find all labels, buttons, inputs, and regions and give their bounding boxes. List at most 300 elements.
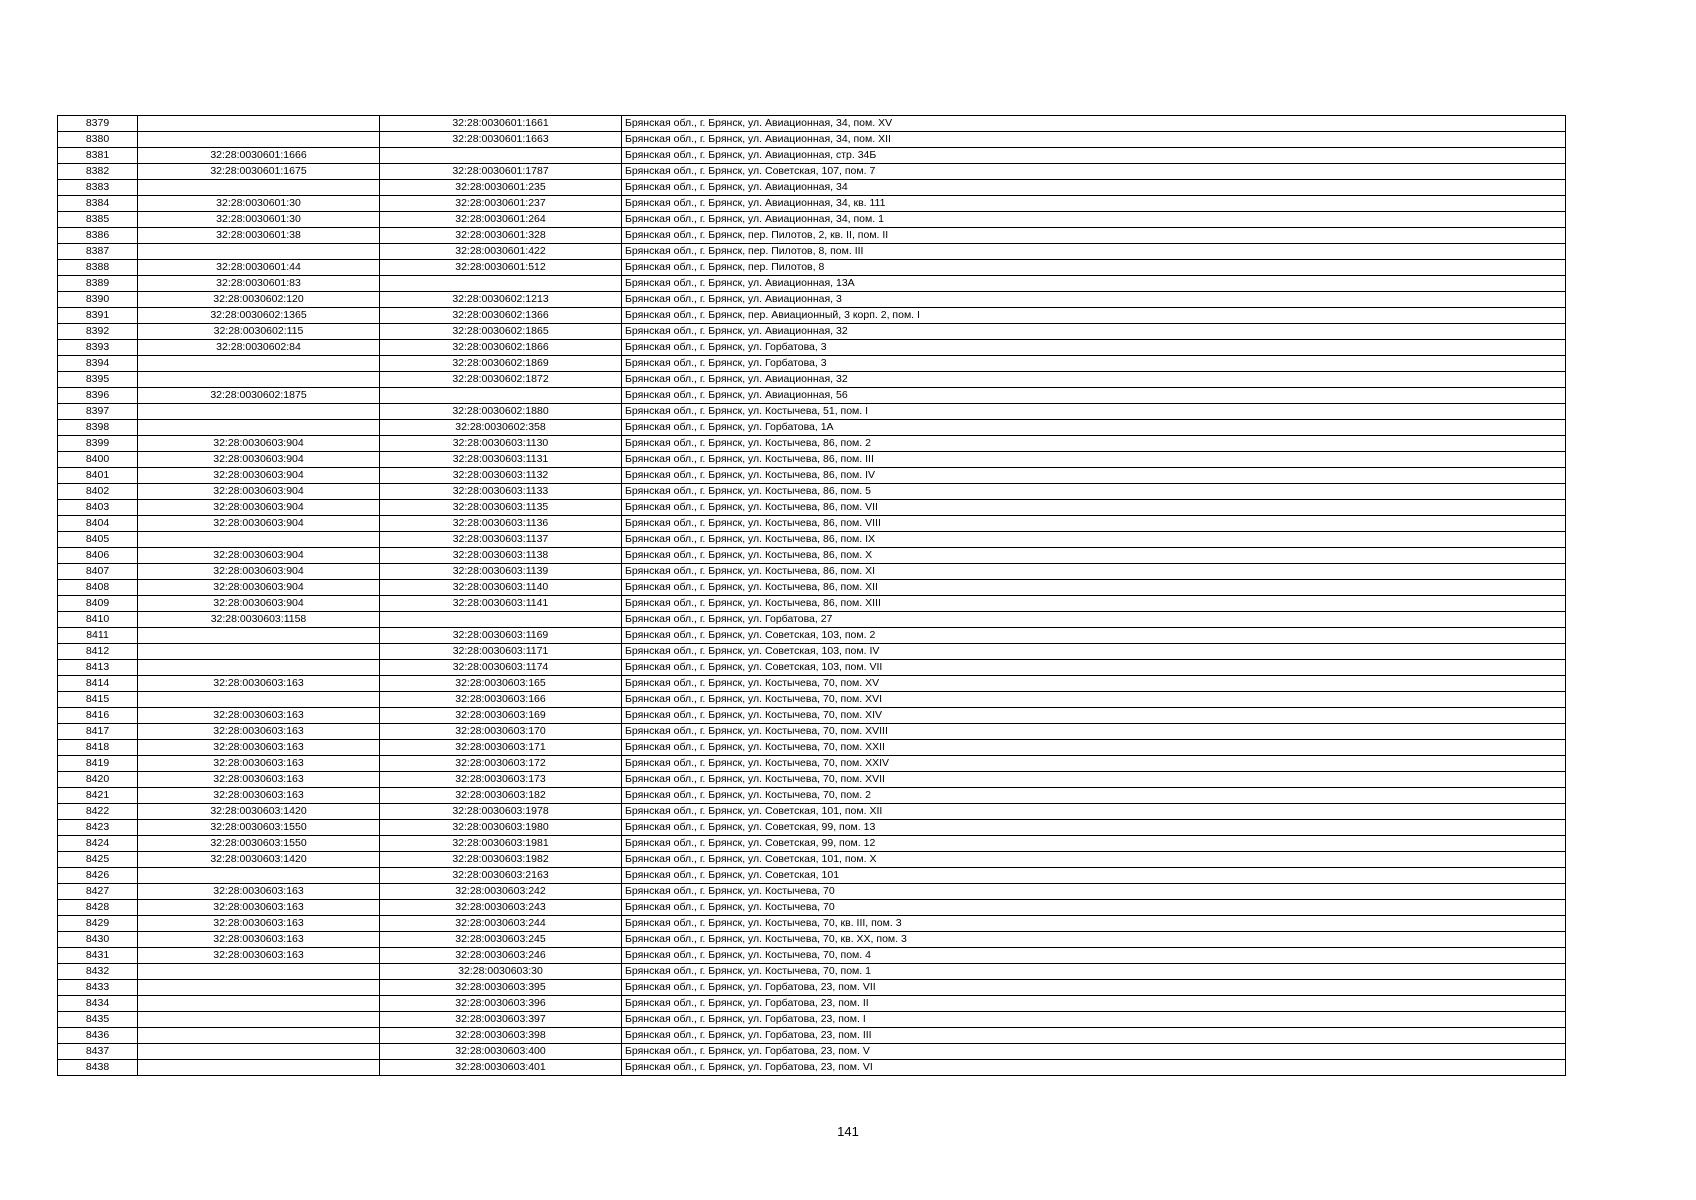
object-cadastral-cell: 32:28:0030603:398 bbox=[380, 1028, 622, 1044]
row-number-cell: 8420 bbox=[58, 772, 138, 788]
land-plot-cadastral-cell: 32:28:0030603:163 bbox=[138, 884, 380, 900]
row-number-cell: 8415 bbox=[58, 692, 138, 708]
row-number-cell: 8431 bbox=[58, 948, 138, 964]
address-cell: Брянская обл., г. Брянск, ул. Костычева, 86, пом. VIII bbox=[622, 516, 1566, 532]
land-plot-cadastral-cell: 32:28:0030603:163 bbox=[138, 916, 380, 932]
land-plot-cadastral-cell: 32:28:0030603:163 bbox=[138, 932, 380, 948]
row-number-cell: 8412 bbox=[58, 644, 138, 660]
table-row bbox=[58, 596, 1566, 612]
address-cell: Брянская обл., г. Брянск, ул. Костычева, 70 bbox=[622, 884, 1566, 900]
land-plot-cadastral-cell: 32:28:0030602:1875 bbox=[138, 388, 380, 404]
land-plot-cadastral-cell bbox=[138, 692, 380, 708]
object-cadastral-cell: 32:28:0030603:1137 bbox=[380, 532, 622, 548]
land-plot-cadastral-cell: 32:28:0030603:1420 bbox=[138, 852, 380, 868]
address-cell: Брянская обл., г. Брянск, ул. Советская, 101, пом. X bbox=[622, 852, 1566, 868]
table-row bbox=[58, 804, 1566, 820]
row-number-cell: 8425 bbox=[58, 852, 138, 868]
table-row bbox=[58, 1044, 1566, 1060]
address-cell: Брянская обл., г. Брянск, ул. Авиационная, 32 bbox=[622, 324, 1566, 340]
row-number-cell: 8388 bbox=[58, 260, 138, 276]
land-plot-cadastral-cell: 32:28:0030601:30 bbox=[138, 196, 380, 212]
object-cadastral-cell bbox=[380, 612, 622, 628]
address-cell: Брянская обл., г. Брянск, ул. Авиационная, 34, пом. XII bbox=[622, 132, 1566, 148]
object-cadastral-cell: 32:28:0030603:400 bbox=[380, 1044, 622, 1060]
land-plot-cadastral-cell: 32:28:0030603:163 bbox=[138, 788, 380, 804]
table-row bbox=[58, 228, 1566, 244]
land-plot-cadastral-cell: 32:28:0030603:904 bbox=[138, 500, 380, 516]
land-plot-cadastral-cell bbox=[138, 180, 380, 196]
address-cell: Брянская обл., г. Брянск, ул. Костычева, 70, пом. XVI bbox=[622, 692, 1566, 708]
table-row bbox=[58, 484, 1566, 500]
table-row bbox=[58, 852, 1566, 868]
object-cadastral-cell: 32:28:0030602:1213 bbox=[380, 292, 622, 308]
land-plot-cadastral-cell bbox=[138, 660, 380, 676]
address-cell: Брянская обл., г. Брянск, ул. Костычева, 86, пом. VII bbox=[622, 500, 1566, 516]
object-cadastral-cell: 32:28:0030603:1132 bbox=[380, 468, 622, 484]
address-cell: Брянская обл., г. Брянск, ул. Авиационная, 34, пом. XV bbox=[622, 116, 1566, 132]
address-cell: Брянская обл., г. Брянск, ул. Советская, 103, пом. 2 bbox=[622, 628, 1566, 644]
address-cell: Брянская обл., г. Брянск, ул. Советская, 103, пом. VII bbox=[622, 660, 1566, 676]
table-row bbox=[58, 132, 1566, 148]
object-cadastral-cell: 32:28:0030603:171 bbox=[380, 740, 622, 756]
row-number-cell: 8394 bbox=[58, 356, 138, 372]
object-cadastral-cell: 32:28:0030602:1869 bbox=[380, 356, 622, 372]
address-cell: Брянская обл., г. Брянск, ул. Костычева, 70, пом. 2 bbox=[622, 788, 1566, 804]
object-cadastral-cell: 32:28:0030601:1663 bbox=[380, 132, 622, 148]
address-cell: Брянская обл., г. Брянск, ул. Авиационная, 13А bbox=[622, 276, 1566, 292]
land-plot-cadastral-cell: 32:28:0030603:163 bbox=[138, 772, 380, 788]
address-cell: Брянская обл., г. Брянск, ул. Костычева, 51, пом. I bbox=[622, 404, 1566, 420]
row-number-cell: 8389 bbox=[58, 276, 138, 292]
table-row bbox=[58, 948, 1566, 964]
land-plot-cadastral-cell: 32:28:0030603:163 bbox=[138, 708, 380, 724]
table-row bbox=[58, 884, 1566, 900]
object-cadastral-cell: 32:28:0030603:395 bbox=[380, 980, 622, 996]
row-number-cell: 8437 bbox=[58, 1044, 138, 1060]
address-cell: Брянская обл., г. Брянск, ул. Костычева, 70, пом. XV bbox=[622, 676, 1566, 692]
row-number-cell: 8409 bbox=[58, 596, 138, 612]
address-cell: Брянская обл., г. Брянск, ул. Костычева, 70 bbox=[622, 900, 1566, 916]
land-plot-cadastral-cell: 32:28:0030603:1158 bbox=[138, 612, 380, 628]
table-row bbox=[58, 868, 1566, 884]
row-number-cell: 8424 bbox=[58, 836, 138, 852]
object-cadastral-cell: 32:28:0030603:401 bbox=[380, 1060, 622, 1076]
table-row bbox=[58, 180, 1566, 196]
address-cell: Брянская обл., г. Брянск, ул. Горбатова, 23, пом. V bbox=[622, 1044, 1566, 1060]
table-row bbox=[58, 916, 1566, 932]
land-plot-cadastral-cell bbox=[138, 868, 380, 884]
row-number-cell: 8382 bbox=[58, 164, 138, 180]
table-row bbox=[58, 996, 1566, 1012]
address-cell: Брянская обл., г. Брянск, ул. Костычева, 70, пом. XVIII bbox=[622, 724, 1566, 740]
land-plot-cadastral-cell bbox=[138, 1012, 380, 1028]
address-cell: Брянская обл., г. Брянск, пер. Пилотов, 8, пом. III bbox=[622, 244, 1566, 260]
object-cadastral-cell: 32:28:0030603:397 bbox=[380, 1012, 622, 1028]
address-cell: Брянская обл., г. Брянск, ул. Авиационная, 32 bbox=[622, 372, 1566, 388]
row-number-cell: 8429 bbox=[58, 916, 138, 932]
row-number-cell: 8399 bbox=[58, 436, 138, 452]
table-row bbox=[58, 676, 1566, 692]
address-cell: Брянская обл., г. Брянск, пер. Пилотов, 2, кв. II, пом. II bbox=[622, 228, 1566, 244]
row-number-cell: 8421 bbox=[58, 788, 138, 804]
land-plot-cadastral-cell: 32:28:0030603:904 bbox=[138, 548, 380, 564]
row-number-cell: 8385 bbox=[58, 212, 138, 228]
object-cadastral-cell: 32:28:0030601:422 bbox=[380, 244, 622, 260]
table-row bbox=[58, 452, 1566, 468]
object-cadastral-cell bbox=[380, 148, 622, 164]
table-row bbox=[58, 244, 1566, 260]
table-row bbox=[58, 436, 1566, 452]
table-row bbox=[58, 564, 1566, 580]
table-row bbox=[58, 692, 1566, 708]
table-row bbox=[58, 532, 1566, 548]
land-plot-cadastral-cell: 32:28:0030601:83 bbox=[138, 276, 380, 292]
object-cadastral-cell: 32:28:0030603:182 bbox=[380, 788, 622, 804]
object-cadastral-cell: 32:28:0030603:243 bbox=[380, 900, 622, 916]
address-cell: Брянская обл., г. Брянск, ул. Костычева, 70, кв. III, пом. 3 bbox=[622, 916, 1566, 932]
object-cadastral-cell: 32:28:0030603:1174 bbox=[380, 660, 622, 676]
land-plot-cadastral-cell: 32:28:0030603:1550 bbox=[138, 820, 380, 836]
row-number-cell: 8384 bbox=[58, 196, 138, 212]
land-plot-cadastral-cell: 32:28:0030603:904 bbox=[138, 468, 380, 484]
address-cell: Брянская обл., г. Брянск, ул. Костычева, 86, пом. IV bbox=[622, 468, 1566, 484]
object-cadastral-cell: 32:28:0030603:1171 bbox=[380, 644, 622, 660]
land-plot-cadastral-cell: 32:28:0030603:904 bbox=[138, 436, 380, 452]
object-cadastral-cell: 32:28:0030602:1865 bbox=[380, 324, 622, 340]
land-plot-cadastral-cell bbox=[138, 132, 380, 148]
address-cell: Брянская обл., г. Брянск, ул. Костычева, 86, пом. 2 bbox=[622, 436, 1566, 452]
address-cell: Брянская обл., г. Брянск, ул. Костычева, 70, пом. XXIV bbox=[622, 756, 1566, 772]
table-row bbox=[58, 308, 1566, 324]
row-number-cell: 8411 bbox=[58, 628, 138, 644]
object-cadastral-cell: 32:28:0030602:1366 bbox=[380, 308, 622, 324]
land-plot-cadastral-cell bbox=[138, 116, 380, 132]
address-cell: Брянская обл., г. Брянск, ул. Костычева, 86, пом. XI bbox=[622, 564, 1566, 580]
row-number-cell: 8406 bbox=[58, 548, 138, 564]
land-plot-cadastral-cell bbox=[138, 644, 380, 660]
address-cell: Брянская обл., г. Брянск, ул. Костычева, 70, пом. 1 bbox=[622, 964, 1566, 980]
row-number-cell: 8405 bbox=[58, 532, 138, 548]
table-row bbox=[58, 420, 1566, 436]
object-cadastral-cell: 32:28:0030602:1872 bbox=[380, 372, 622, 388]
land-plot-cadastral-cell: 32:28:0030603:904 bbox=[138, 452, 380, 468]
land-plot-cadastral-cell bbox=[138, 964, 380, 980]
address-cell: Брянская обл., г. Брянск, ул. Советская, 99, пом. 12 bbox=[622, 836, 1566, 852]
object-cadastral-cell: 32:28:0030603:1140 bbox=[380, 580, 622, 596]
object-cadastral-cell: 32:28:0030601:237 bbox=[380, 196, 622, 212]
row-number-cell: 8427 bbox=[58, 884, 138, 900]
land-plot-cadastral-cell: 32:28:0030603:904 bbox=[138, 580, 380, 596]
table-row bbox=[58, 340, 1566, 356]
object-cadastral-cell: 32:28:0030603:165 bbox=[380, 676, 622, 692]
land-plot-cadastral-cell: 32:28:0030602:84 bbox=[138, 340, 380, 356]
object-cadastral-cell: 32:28:0030603:1169 bbox=[380, 628, 622, 644]
table-row bbox=[58, 980, 1566, 996]
table-row bbox=[58, 292, 1566, 308]
land-plot-cadastral-cell bbox=[138, 980, 380, 996]
object-cadastral-cell: 32:28:0030603:1138 bbox=[380, 548, 622, 564]
table-row bbox=[58, 628, 1566, 644]
table-row bbox=[58, 372, 1566, 388]
address-cell: Брянская обл., г. Брянск, ул. Советская, 101, пом. XII bbox=[622, 804, 1566, 820]
address-cell: Брянская обл., г. Брянск, ул. Горбатова, 23, пом. II bbox=[622, 996, 1566, 1012]
land-plot-cadastral-cell: 32:28:0030603:163 bbox=[138, 948, 380, 964]
land-plot-cadastral-cell: 32:28:0030602:115 bbox=[138, 324, 380, 340]
object-cadastral-cell: 32:28:0030603:173 bbox=[380, 772, 622, 788]
table-row bbox=[58, 644, 1566, 660]
row-number-cell: 8398 bbox=[58, 420, 138, 436]
table-row bbox=[58, 660, 1566, 676]
object-cadastral-cell: 32:28:0030603:1141 bbox=[380, 596, 622, 612]
land-plot-cadastral-cell bbox=[138, 404, 380, 420]
address-cell: Брянская обл., г. Брянск, ул. Костычева, 70, кв. XX, пом. 3 bbox=[622, 932, 1566, 948]
object-cadastral-cell: 32:28:0030603:30 bbox=[380, 964, 622, 980]
object-cadastral-cell: 32:28:0030602:1880 bbox=[380, 404, 622, 420]
table-row bbox=[58, 932, 1566, 948]
land-plot-cadastral-cell: 32:28:0030603:904 bbox=[138, 564, 380, 580]
land-plot-cadastral-cell bbox=[138, 1028, 380, 1044]
address-cell: Брянская обл., г. Брянск, ул. Костычева, 70, пом. XXII bbox=[622, 740, 1566, 756]
table-row bbox=[58, 1012, 1566, 1028]
table-row bbox=[58, 260, 1566, 276]
row-number-cell: 8379 bbox=[58, 116, 138, 132]
land-plot-cadastral-cell bbox=[138, 996, 380, 1012]
object-cadastral-cell: 32:28:0030603:1130 bbox=[380, 436, 622, 452]
object-cadastral-cell bbox=[380, 388, 622, 404]
land-plot-cadastral-cell: 32:28:0030602:120 bbox=[138, 292, 380, 308]
address-cell: Брянская обл., г. Брянск, ул. Костычева, 70, пом. 4 bbox=[622, 948, 1566, 964]
address-cell: Брянская обл., г. Брянск, ул. Авиационная, 34, пом. 1 bbox=[622, 212, 1566, 228]
row-number-cell: 8417 bbox=[58, 724, 138, 740]
address-cell: Брянская обл., г. Брянск, ул. Горбатова, 23, пом. VI bbox=[622, 1060, 1566, 1076]
row-number-cell: 8400 bbox=[58, 452, 138, 468]
row-number-cell: 8403 bbox=[58, 500, 138, 516]
address-cell: Брянская обл., г. Брянск, ул. Костычева, 86, пом. IX bbox=[622, 532, 1566, 548]
table-row bbox=[58, 148, 1566, 164]
land-plot-cadastral-cell: 32:28:0030602:1365 bbox=[138, 308, 380, 324]
address-cell: Брянская обл., г. Брянск, ул. Костычева, 86, пом. XII bbox=[622, 580, 1566, 596]
address-cell: Брянская обл., г. Брянск, ул. Авиационная, 3 bbox=[622, 292, 1566, 308]
address-cell: Брянская обл., г. Брянск, пер. Авиационный, 3 корп. 2, пом. I bbox=[622, 308, 1566, 324]
object-cadastral-cell: 32:28:0030602:358 bbox=[380, 420, 622, 436]
object-cadastral-cell: 32:28:0030603:242 bbox=[380, 884, 622, 900]
table-row bbox=[58, 516, 1566, 532]
table-row bbox=[58, 1060, 1566, 1076]
object-cadastral-cell: 32:28:0030601:328 bbox=[380, 228, 622, 244]
object-cadastral-cell: 32:28:0030603:244 bbox=[380, 916, 622, 932]
row-number-cell: 8401 bbox=[58, 468, 138, 484]
row-number-cell: 8413 bbox=[58, 660, 138, 676]
address-cell: Брянская обл., г. Брянск, ул. Костычева, 86, пом. III bbox=[622, 452, 1566, 468]
table-row bbox=[58, 964, 1566, 980]
row-number-cell: 8426 bbox=[58, 868, 138, 884]
object-cadastral-cell: 32:28:0030603:396 bbox=[380, 996, 622, 1012]
table-row bbox=[58, 580, 1566, 596]
row-number-cell: 8407 bbox=[58, 564, 138, 580]
address-cell: Брянская обл., г. Брянск, ул. Костычева, 86, пом. 5 bbox=[622, 484, 1566, 500]
object-cadastral-cell: 32:28:0030603:170 bbox=[380, 724, 622, 740]
object-cadastral-cell: 32:28:0030601:235 bbox=[380, 180, 622, 196]
address-cell: Брянская обл., г. Брянск, ул. Авиационная, 34 bbox=[622, 180, 1566, 196]
land-plot-cadastral-cell: 32:28:0030603:904 bbox=[138, 484, 380, 500]
address-cell: Брянская обл., г. Брянск, ул. Горбатова, 23, пом. III bbox=[622, 1028, 1566, 1044]
row-number-cell: 8430 bbox=[58, 932, 138, 948]
table-row bbox=[58, 324, 1566, 340]
land-plot-cadastral-cell: 32:28:0030603:163 bbox=[138, 724, 380, 740]
land-plot-cadastral-cell: 32:28:0030603:163 bbox=[138, 900, 380, 916]
address-cell: Брянская обл., г. Брянск, пер. Пилотов, 8 bbox=[622, 260, 1566, 276]
row-number-cell: 8396 bbox=[58, 388, 138, 404]
land-plot-cadastral-cell: 32:28:0030601:1666 bbox=[138, 148, 380, 164]
table-row bbox=[58, 836, 1566, 852]
object-cadastral-cell: 32:28:0030603:1982 bbox=[380, 852, 622, 868]
row-number-cell: 8408 bbox=[58, 580, 138, 596]
row-number-cell: 8404 bbox=[58, 516, 138, 532]
address-cell: Брянская обл., г. Брянск, ул. Авиационная, 56 bbox=[622, 388, 1566, 404]
row-number-cell: 8435 bbox=[58, 1012, 138, 1028]
row-number-cell: 8434 bbox=[58, 996, 138, 1012]
object-cadastral-cell: 32:28:0030603:169 bbox=[380, 708, 622, 724]
row-number-cell: 8416 bbox=[58, 708, 138, 724]
land-plot-cadastral-cell: 32:28:0030601:38 bbox=[138, 228, 380, 244]
row-number-cell: 8395 bbox=[58, 372, 138, 388]
object-cadastral-cell: 32:28:0030603:246 bbox=[380, 948, 622, 964]
object-cadastral-cell: 32:28:0030603:1981 bbox=[380, 836, 622, 852]
land-plot-cadastral-cell bbox=[138, 372, 380, 388]
row-number-cell: 8433 bbox=[58, 980, 138, 996]
row-number-cell: 8418 bbox=[58, 740, 138, 756]
row-number-cell: 8392 bbox=[58, 324, 138, 340]
address-cell: Брянская обл., г. Брянск, ул. Советская, 107, пом. 7 bbox=[622, 164, 1566, 180]
address-cell: Брянская обл., г. Брянск, ул. Горбатова, 3 bbox=[622, 356, 1566, 372]
land-plot-cadastral-cell: 32:28:0030603:163 bbox=[138, 756, 380, 772]
row-number-cell: 8393 bbox=[58, 340, 138, 356]
row-number-cell: 8414 bbox=[58, 676, 138, 692]
table-row bbox=[58, 740, 1566, 756]
row-number-cell: 8436 bbox=[58, 1028, 138, 1044]
object-cadastral-cell bbox=[380, 276, 622, 292]
land-plot-cadastral-cell bbox=[138, 628, 380, 644]
table-row bbox=[58, 356, 1566, 372]
table-row bbox=[58, 500, 1566, 516]
row-number-cell: 8402 bbox=[58, 484, 138, 500]
address-cell: Брянская обл., г. Брянск, ул. Костычева, 86, пом. XIII bbox=[622, 596, 1566, 612]
land-plot-cadastral-cell bbox=[138, 356, 380, 372]
table-row bbox=[58, 548, 1566, 564]
address-cell: Брянская обл., г. Брянск, ул. Советская, 103, пом. IV bbox=[622, 644, 1566, 660]
land-plot-cadastral-cell: 32:28:0030603:163 bbox=[138, 740, 380, 756]
land-plot-cadastral-cell: 32:28:0030601:1675 bbox=[138, 164, 380, 180]
land-plot-cadastral-cell bbox=[138, 532, 380, 548]
object-cadastral-cell: 32:28:0030603:1978 bbox=[380, 804, 622, 820]
object-cadastral-cell: 32:28:0030603:166 bbox=[380, 692, 622, 708]
object-cadastral-cell: 32:28:0030603:1139 bbox=[380, 564, 622, 580]
table-row bbox=[58, 276, 1566, 292]
object-cadastral-cell: 32:28:0030603:1131 bbox=[380, 452, 622, 468]
row-number-cell: 8380 bbox=[58, 132, 138, 148]
row-number-cell: 8386 bbox=[58, 228, 138, 244]
object-cadastral-cell: 32:28:0030601:264 bbox=[380, 212, 622, 228]
row-number-cell: 8410 bbox=[58, 612, 138, 628]
land-plot-cadastral-cell bbox=[138, 244, 380, 260]
table-row bbox=[58, 708, 1566, 724]
land-plot-cadastral-cell: 32:28:0030603:904 bbox=[138, 596, 380, 612]
address-cell: Брянская обл., г. Брянск, ул. Горбатова, 27 bbox=[622, 612, 1566, 628]
table-row bbox=[58, 196, 1566, 212]
address-cell: Брянская обл., г. Брянск, ул. Горбатова, 23, пом. VII bbox=[622, 980, 1566, 996]
row-number-cell: 8383 bbox=[58, 180, 138, 196]
object-cadastral-cell: 32:28:0030601:1787 bbox=[380, 164, 622, 180]
address-cell: Брянская обл., г. Брянск, ул. Горбатова, 1А bbox=[622, 420, 1566, 436]
land-plot-cadastral-cell: 32:28:0030603:1420 bbox=[138, 804, 380, 820]
object-cadastral-cell: 32:28:0030603:1136 bbox=[380, 516, 622, 532]
address-cell: Брянская обл., г. Брянск, ул. Костычева, 86, пом. X bbox=[622, 548, 1566, 564]
table-row bbox=[58, 772, 1566, 788]
object-cadastral-cell: 32:28:0030601:512 bbox=[380, 260, 622, 276]
table-row bbox=[58, 468, 1566, 484]
table-row bbox=[58, 212, 1566, 228]
cadastral-table-body bbox=[58, 116, 1566, 1076]
row-number-cell: 8390 bbox=[58, 292, 138, 308]
row-number-cell: 8428 bbox=[58, 900, 138, 916]
table-row bbox=[58, 756, 1566, 772]
row-number-cell: 8381 bbox=[58, 148, 138, 164]
address-cell: Брянская обл., г. Брянск, ул. Горбатова, 3 bbox=[622, 340, 1566, 356]
object-cadastral-cell: 32:28:0030603:1133 bbox=[380, 484, 622, 500]
table-row bbox=[58, 404, 1566, 420]
row-number-cell: 8419 bbox=[58, 756, 138, 772]
object-cadastral-cell: 32:28:0030603:1980 bbox=[380, 820, 622, 836]
table-row bbox=[58, 116, 1566, 132]
land-plot-cadastral-cell: 32:28:0030603:163 bbox=[138, 676, 380, 692]
address-cell: Брянская обл., г. Брянск, ул. Советская, 101 bbox=[622, 868, 1566, 884]
table-row bbox=[58, 164, 1566, 180]
object-cadastral-cell: 32:28:0030601:1661 bbox=[380, 116, 622, 132]
row-number-cell: 8422 bbox=[58, 804, 138, 820]
address-cell: Брянская обл., г. Брянск, ул. Авиационная, стр. 34Б bbox=[622, 148, 1566, 164]
object-cadastral-cell: 32:28:0030602:1866 bbox=[380, 340, 622, 356]
object-cadastral-cell: 32:28:0030603:2163 bbox=[380, 868, 622, 884]
page-number: 141 bbox=[837, 1124, 859, 1139]
table-row bbox=[58, 1028, 1566, 1044]
land-plot-cadastral-cell: 32:28:0030601:44 bbox=[138, 260, 380, 276]
table-row bbox=[58, 788, 1566, 804]
table-row bbox=[58, 900, 1566, 916]
object-cadastral-cell: 32:28:0030603:245 bbox=[380, 932, 622, 948]
object-cadastral-cell: 32:28:0030603:1135 bbox=[380, 500, 622, 516]
row-number-cell: 8432 bbox=[58, 964, 138, 980]
row-number-cell: 8397 bbox=[58, 404, 138, 420]
land-plot-cadastral-cell bbox=[138, 420, 380, 436]
address-cell: Брянская обл., г. Брянск, ул. Советская, 99, пом. 13 bbox=[622, 820, 1566, 836]
table-row bbox=[58, 388, 1566, 404]
row-number-cell: 8423 bbox=[58, 820, 138, 836]
land-plot-cadastral-cell: 32:28:0030603:904 bbox=[138, 516, 380, 532]
row-number-cell: 8387 bbox=[58, 244, 138, 260]
cadastral-table bbox=[57, 115, 1566, 1076]
table-row bbox=[58, 820, 1566, 836]
address-cell: Брянская обл., г. Брянск, ул. Костычева, 70, пом. XVII bbox=[622, 772, 1566, 788]
address-cell: Брянская обл., г. Брянск, ул. Костычева, 70, пом. XIV bbox=[622, 708, 1566, 724]
row-number-cell: 8391 bbox=[58, 308, 138, 324]
land-plot-cadastral-cell bbox=[138, 1044, 380, 1060]
object-cadastral-cell: 32:28:0030603:172 bbox=[380, 756, 622, 772]
table-row bbox=[58, 724, 1566, 740]
address-cell: Брянская обл., г. Брянск, ул. Авиационная, 34, кв. 111 bbox=[622, 196, 1566, 212]
row-number-cell: 8438 bbox=[58, 1060, 138, 1076]
table-row bbox=[58, 612, 1566, 628]
address-cell: Брянская обл., г. Брянск, ул. Горбатова, 23, пом. I bbox=[622, 1012, 1566, 1028]
